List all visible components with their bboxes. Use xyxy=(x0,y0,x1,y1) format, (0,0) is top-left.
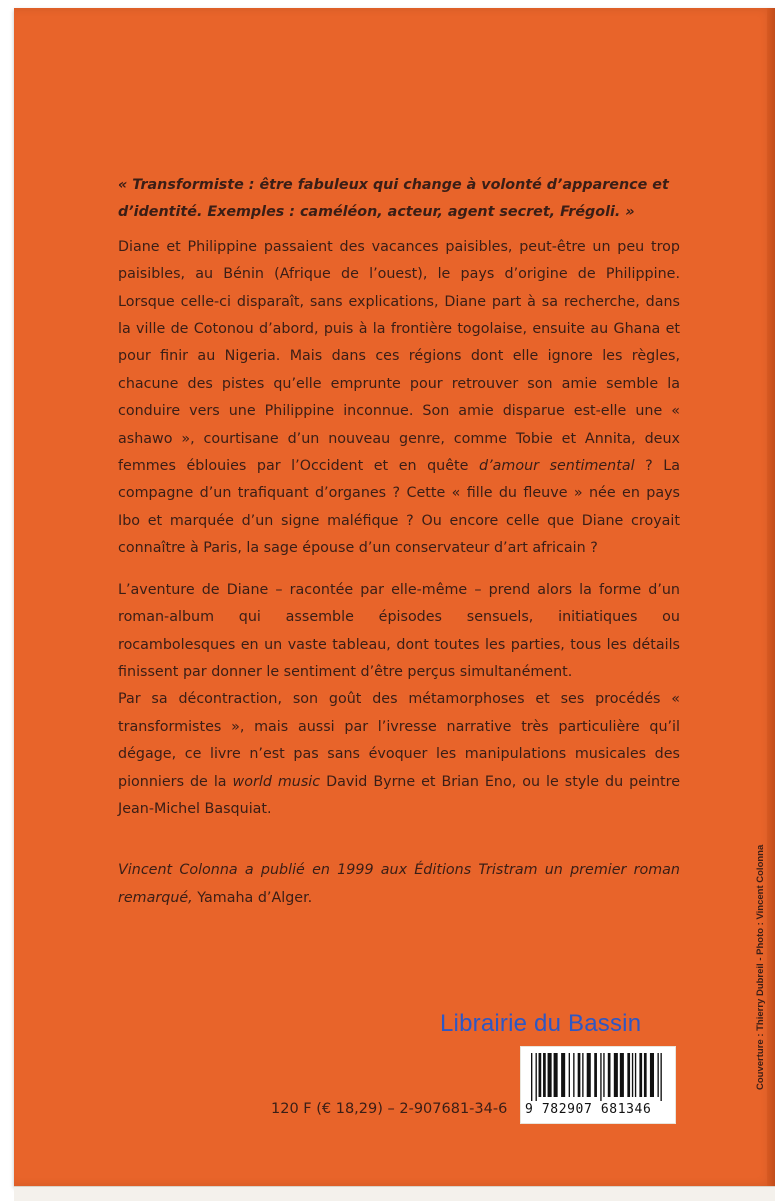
cover-edge-shadow xyxy=(767,8,775,1186)
barcode-bar xyxy=(639,1053,642,1097)
barcode-bar xyxy=(578,1053,581,1097)
barcode-bar xyxy=(543,1053,546,1097)
barcode-bars xyxy=(531,1053,665,1101)
barcode-bar xyxy=(614,1053,618,1097)
quote-line-1: « Transformiste : être fabuleux qui change à volonté d’apparence et xyxy=(118,177,669,193)
cover-credit: Couverture : Thierry Dubreil - Photo : Vincent Colonna xyxy=(755,844,766,1090)
barcode-bar xyxy=(531,1053,532,1101)
barcode-bar xyxy=(608,1053,611,1097)
quote-line-2: d’identité. Exemples : caméléon, acteur, agent secret, Frégoli. » xyxy=(118,204,635,221)
synopsis-p3-part1: Par sa décontraction, son goût des métamorphoses et ses procédés « transformistes », mais aussi par l’ivresse narrative très particulière qu’il dégage, ce livre n’est pas sans évoquer les manipulations musicales des pionniers de la xyxy=(118,691,680,790)
barcode-bar xyxy=(539,1053,542,1097)
epigraph-quote xyxy=(118,172,680,227)
barcode-bar xyxy=(536,1053,537,1101)
barcode-bar xyxy=(650,1053,654,1097)
barcode-bar xyxy=(644,1053,647,1097)
barcode-bar xyxy=(603,1053,604,1097)
back-cover-text xyxy=(118,172,680,920)
price-isbn: 120 F (€ 18,29) – 2-907681-34-6 xyxy=(271,1101,508,1117)
synopsis-p1-part2: ? La compagne d’un trafiquant d’organes ? Cette « fille du fleuve » née en pays Ibo et marquée d’un signe maléfique ? Ou encore celle que Diane croyait connaître à Paris, la sage épouse d’un conservateur d’art africain ? xyxy=(118,458,681,557)
author-note-italic: Vincent Colonna a publié en 1999 aux Éditions Tristram un premier roman remarqué, xyxy=(118,862,680,906)
barcode-bar xyxy=(600,1053,601,1101)
barcode-bar xyxy=(627,1053,630,1097)
barcode-bar xyxy=(582,1053,583,1097)
barcode-bar xyxy=(657,1053,658,1097)
barcode-bar xyxy=(554,1053,558,1097)
synopsis-p3-part2: David Byrne et Brian Eno, ou le style du peintre Jean-Michel Basquiat. xyxy=(118,773,680,817)
barcode-bar xyxy=(635,1053,636,1097)
barcode-bar xyxy=(561,1053,565,1097)
synopsis-p3-emphasis: world music xyxy=(232,773,321,790)
barcode-bar xyxy=(587,1053,591,1097)
barcode-digits: 9 782907 681346 xyxy=(525,1102,652,1117)
bookshop-watermark: Librairie du Bassin xyxy=(440,1010,642,1037)
synopsis-paragraph-2: L’aventure de Diane – racontée par elle-même – prend alors la forme d’un roman-album qui assemble épisodes sensuels, initiatiques ou rocambolesques en un vaste tableau, dont toutes les parties, tous les détails finissent par donner le sentiment d’être perçus simultanément. xyxy=(118,581,680,680)
isbn-barcode xyxy=(520,1046,676,1124)
barcode-bar xyxy=(620,1053,624,1097)
barcode-bar xyxy=(569,1053,570,1097)
synopsis-p1-part1: Diane et Philippine passaient des vacances paisibles, peut-être un peu trop paisibles, au Bénin (Afrique de l’ouest), le pays d’origine de Philippine. Lorsque celle-ci disparaît, sans explications, Diane part à sa recherche, dans la ville de Cotonou d’abord, puis à la frontière togolaise, ensuite au Ghana et pour finir au Nigeria. Mais dans ces régions dont elle ignore les règles, chacune des pistes qu’elle emprunte pour retrouver son amie semble la conduire vers une Philippine inconnue. Son amie disparue est-elle une « ashawo », courtisane d’un nouveau genre, comme Tobie et Annita, deux femmes éblouies par l’Occident et en quête xyxy=(118,238,680,475)
page-edges xyxy=(14,1186,775,1201)
barcode-bar xyxy=(573,1053,574,1097)
barcode-bar xyxy=(548,1053,552,1097)
barcode-bar xyxy=(632,1053,633,1097)
author-note-title: Yamaha d’Alger. xyxy=(192,889,313,906)
barcode-bar xyxy=(660,1053,661,1101)
author-note xyxy=(118,857,680,912)
synopsis-paragraph-3 xyxy=(118,686,680,823)
synopsis-p1-emphasis: d’amour sentimental xyxy=(479,458,635,475)
barcode-bar xyxy=(594,1053,597,1097)
synopsis-paragraph-1 xyxy=(118,234,680,563)
